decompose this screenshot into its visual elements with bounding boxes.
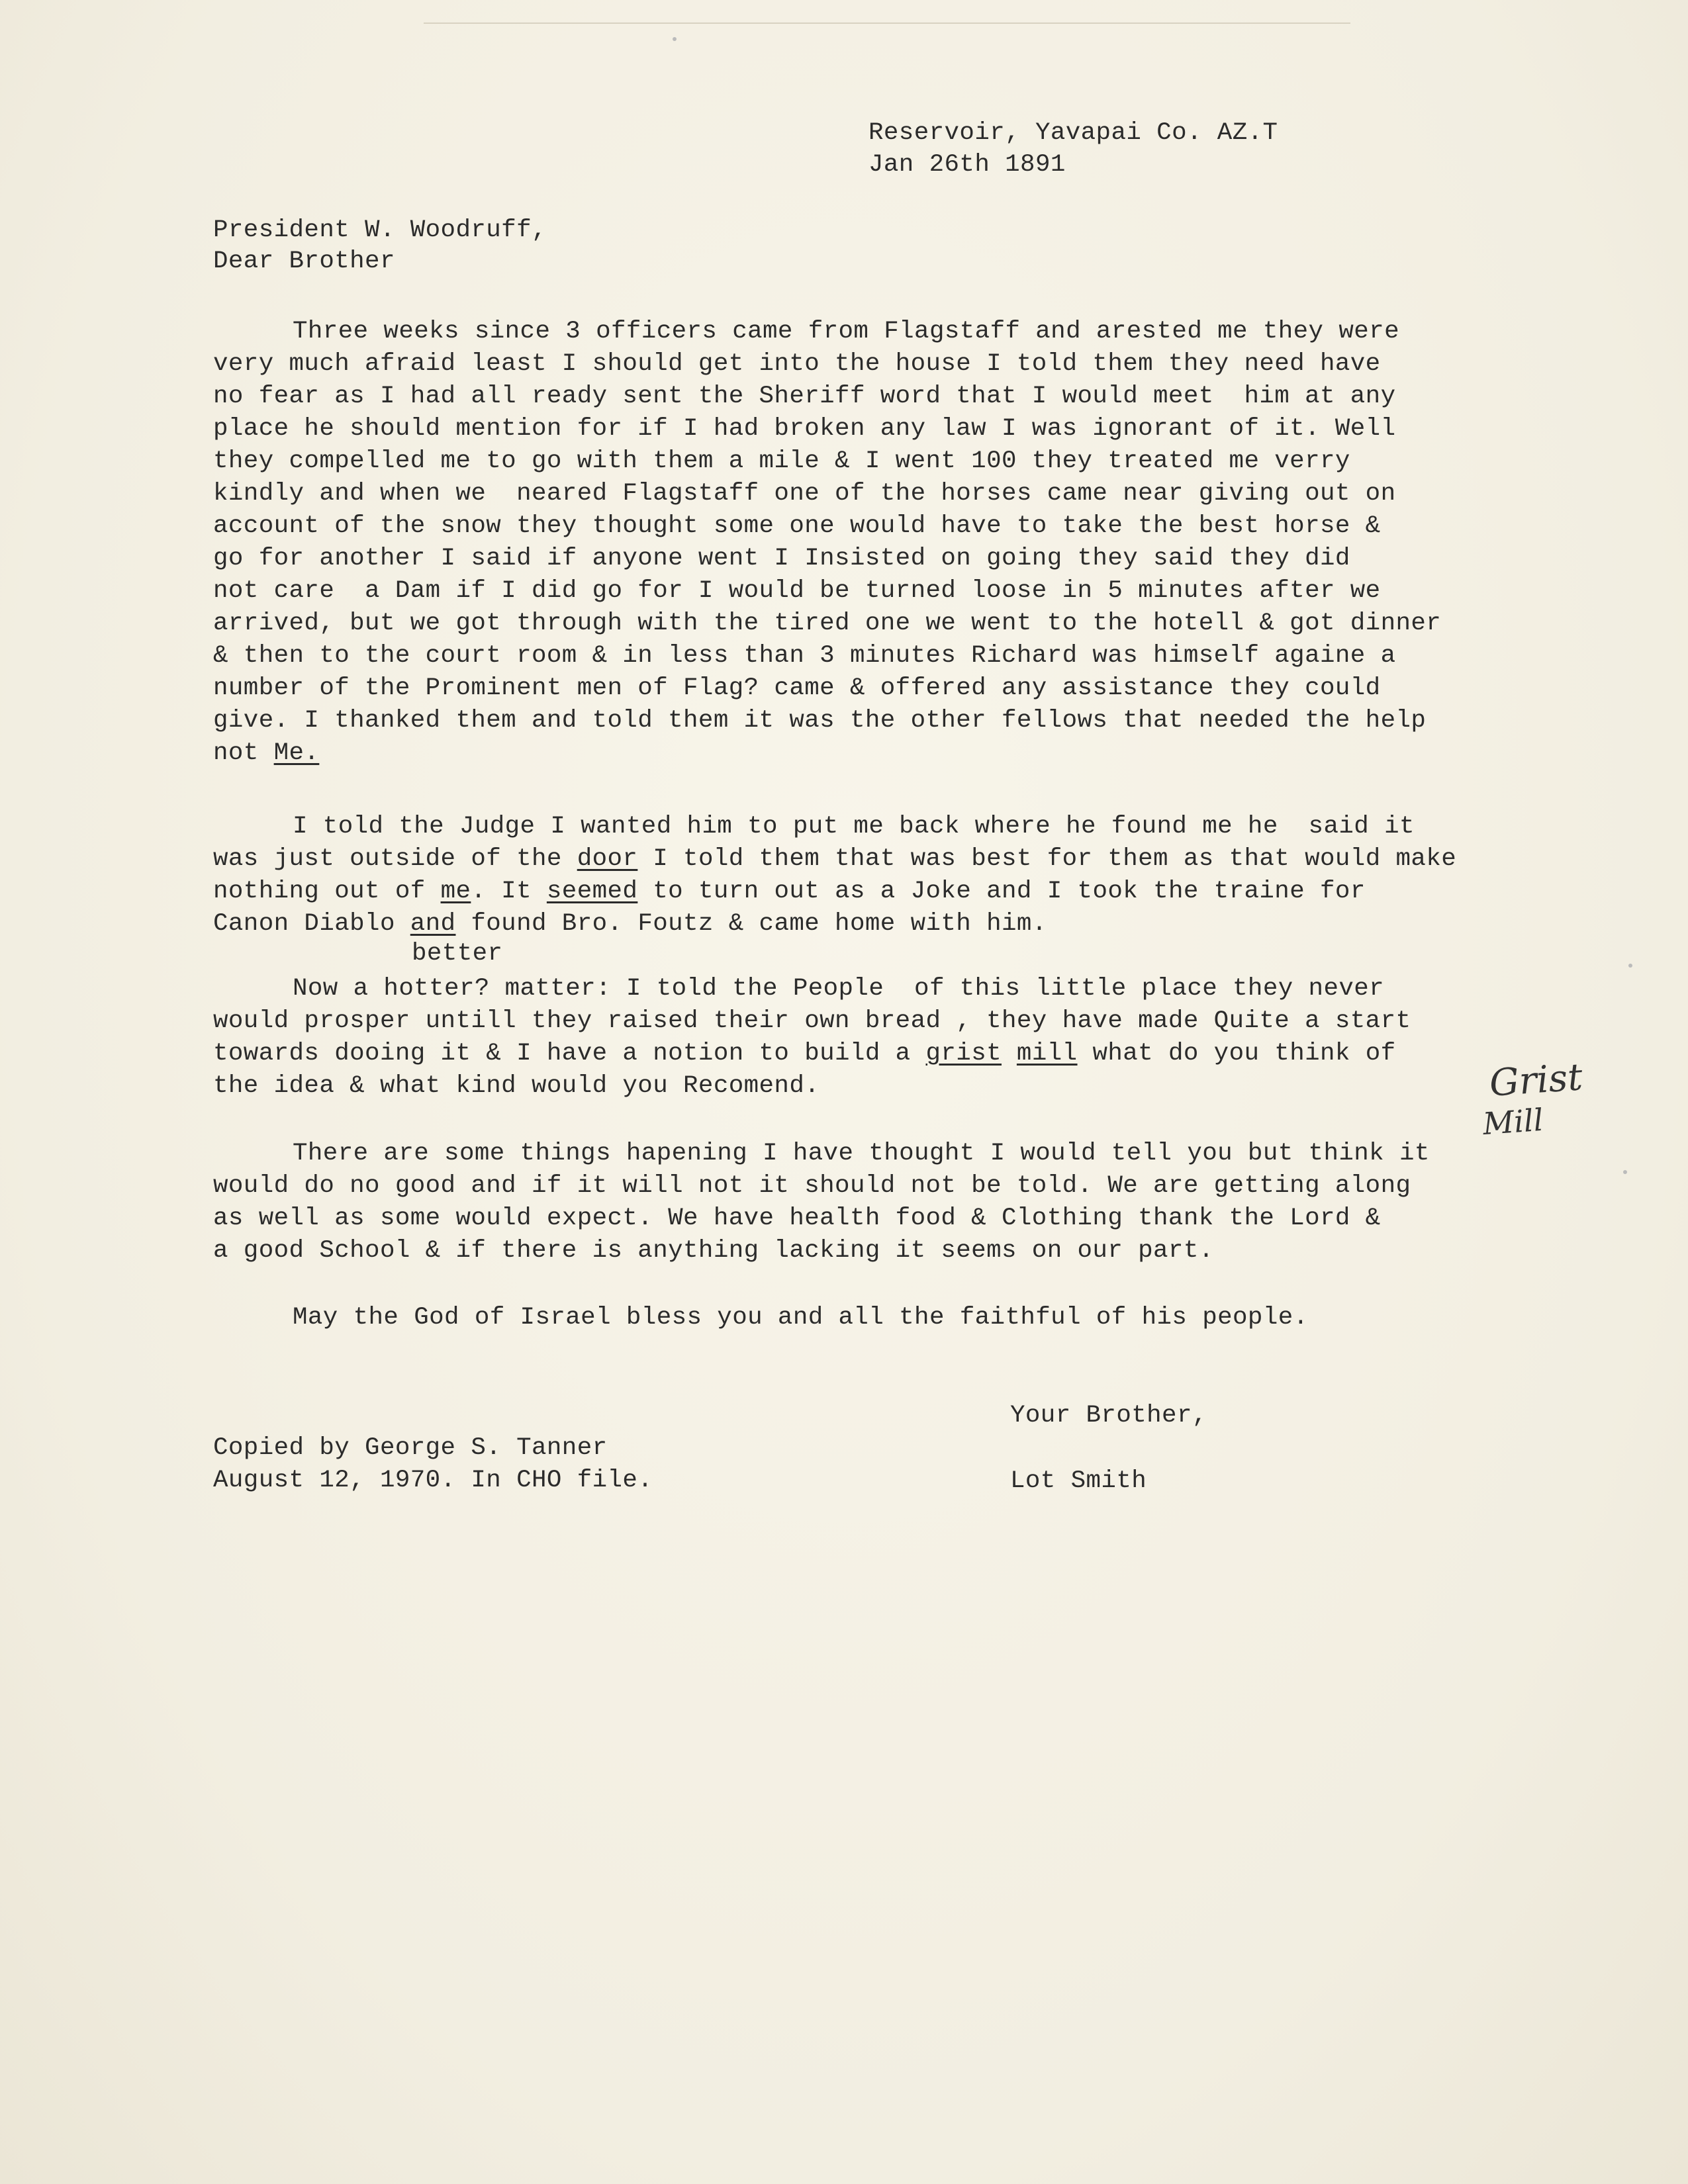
p2-line bbox=[213, 909, 1688, 939]
p3-insertion-above: better bbox=[412, 940, 503, 968]
p1-line: no fear as I had all ready sent the Sheriff word that I would meet him at any bbox=[213, 383, 1396, 410]
p3-underlined: mill bbox=[1016, 1040, 1078, 1068]
header-place: Reservoir, Yavapai Co. AZ.T bbox=[868, 119, 1278, 147]
p4-line: would do no good and if it will not it should not be told. We are getting along bbox=[213, 1172, 1411, 1200]
paper-speck bbox=[1628, 964, 1632, 968]
p1-line: Three weeks since 3 officers came from Flagstaff and arested me they were bbox=[293, 318, 1399, 345]
p1-line: give. I thanked them and told them it was the other fellows that needed the help bbox=[213, 707, 1427, 735]
greeting: Dear Brother bbox=[213, 248, 395, 275]
p2-underlined: and bbox=[410, 910, 456, 938]
paper-speck bbox=[673, 37, 677, 41]
margin-note-line2: Mill bbox=[1481, 1101, 1545, 1142]
blessing: May the God of Israel bless you and all the faithful of his people. bbox=[293, 1304, 1309, 1332]
p2-line bbox=[213, 876, 1688, 907]
top-edge-line bbox=[424, 23, 1350, 24]
p1-line: kindly and when we neared Flagstaff one of the horses came near giving out on bbox=[213, 480, 1396, 508]
p4-line: a good School & if there is anything lacking it seems on our part. bbox=[213, 1237, 1214, 1265]
header-date: Jan 26th 1891 bbox=[868, 151, 1066, 179]
signature: Lot Smith bbox=[1010, 1467, 1147, 1495]
p1-line: place he should mention for if I had broken any law I was ignorant of it. Well bbox=[213, 415, 1396, 443]
valediction: Your Brother, bbox=[1010, 1402, 1207, 1430]
p2-text: I told them that was best for them as that would make bbox=[637, 845, 1457, 873]
p3-line: the idea & what kind would you Recomend. bbox=[213, 1072, 820, 1100]
p1-line: number of the Prominent men of Flag? came & offered any assistance they could bbox=[213, 674, 1381, 702]
p1-line: very much afraid least I should get into the house I told them they need have bbox=[213, 350, 1381, 378]
p2-text: nothing out of bbox=[213, 878, 441, 905]
p4-line: as well as some would expect. We have health food & Clothing thank the Lord & bbox=[213, 1205, 1381, 1232]
p1-line-last bbox=[213, 738, 1688, 768]
p3-underlined: grist bbox=[925, 1040, 1002, 1068]
p2-line: I told the Judge I wanted him to put me back where he found me he said it bbox=[293, 813, 1415, 841]
p1-line: not care a Dam if I did go for I would be turned loose in 5 minutes after we bbox=[213, 577, 1381, 605]
p1-line: & then to the court room & in less than 3 minutes Richard was himself againe a bbox=[213, 642, 1396, 670]
p2-text: . It bbox=[471, 878, 547, 905]
copy-note-line2: August 12, 1970. In CHO file. bbox=[213, 1467, 653, 1494]
p2-text: was just outside of the bbox=[213, 845, 577, 873]
p3-text: towards dooing it & I have a notion to build a bbox=[213, 1040, 926, 1068]
p1-line: account of the snow they thought some one would have to take the best horse & bbox=[213, 512, 1381, 540]
addressee: President W. Woodruff, bbox=[213, 216, 547, 244]
margin-note-line1: Grist bbox=[1487, 1056, 1584, 1105]
p3-line: Now a hotter? matter: I told the People of this little place they never bbox=[293, 975, 1385, 1003]
p2-underlined: door bbox=[577, 845, 638, 873]
p2-underlined: me bbox=[440, 878, 471, 905]
p1-last-underlined: Me. bbox=[273, 739, 320, 767]
copy-note-line1: Copied by George S. Tanner bbox=[213, 1434, 608, 1462]
p4-line: There are some things hapening I have thought I would tell you but think it bbox=[293, 1140, 1430, 1167]
p2-line bbox=[213, 844, 1688, 874]
p1-line: they compelled me to go with them a mile & I went 100 they treated me verry bbox=[213, 447, 1350, 475]
p1-line: go for another I said if anyone went I Insisted on going they said they did bbox=[213, 545, 1350, 572]
p3-text: what do you think of bbox=[1077, 1040, 1396, 1068]
p3-line: would prosper untill they raised their own bread , they have made Quite a start bbox=[213, 1007, 1411, 1035]
p1-line: arrived, but we got through with the tired one we went to the hotell & got dinner bbox=[213, 610, 1442, 637]
paper-speck bbox=[1623, 1170, 1627, 1174]
p2-underlined: seemed bbox=[546, 878, 638, 905]
p2-text: Canon Diablo bbox=[213, 910, 410, 938]
p2-text: found Bro. Foutz & came home with him. bbox=[455, 910, 1047, 938]
p2-text: to turn out as a Joke and I took the traine for bbox=[637, 878, 1366, 905]
p1-last-prefix: not bbox=[213, 739, 274, 767]
p3-line bbox=[213, 1038, 1688, 1069]
p3-text bbox=[1002, 1040, 1017, 1068]
